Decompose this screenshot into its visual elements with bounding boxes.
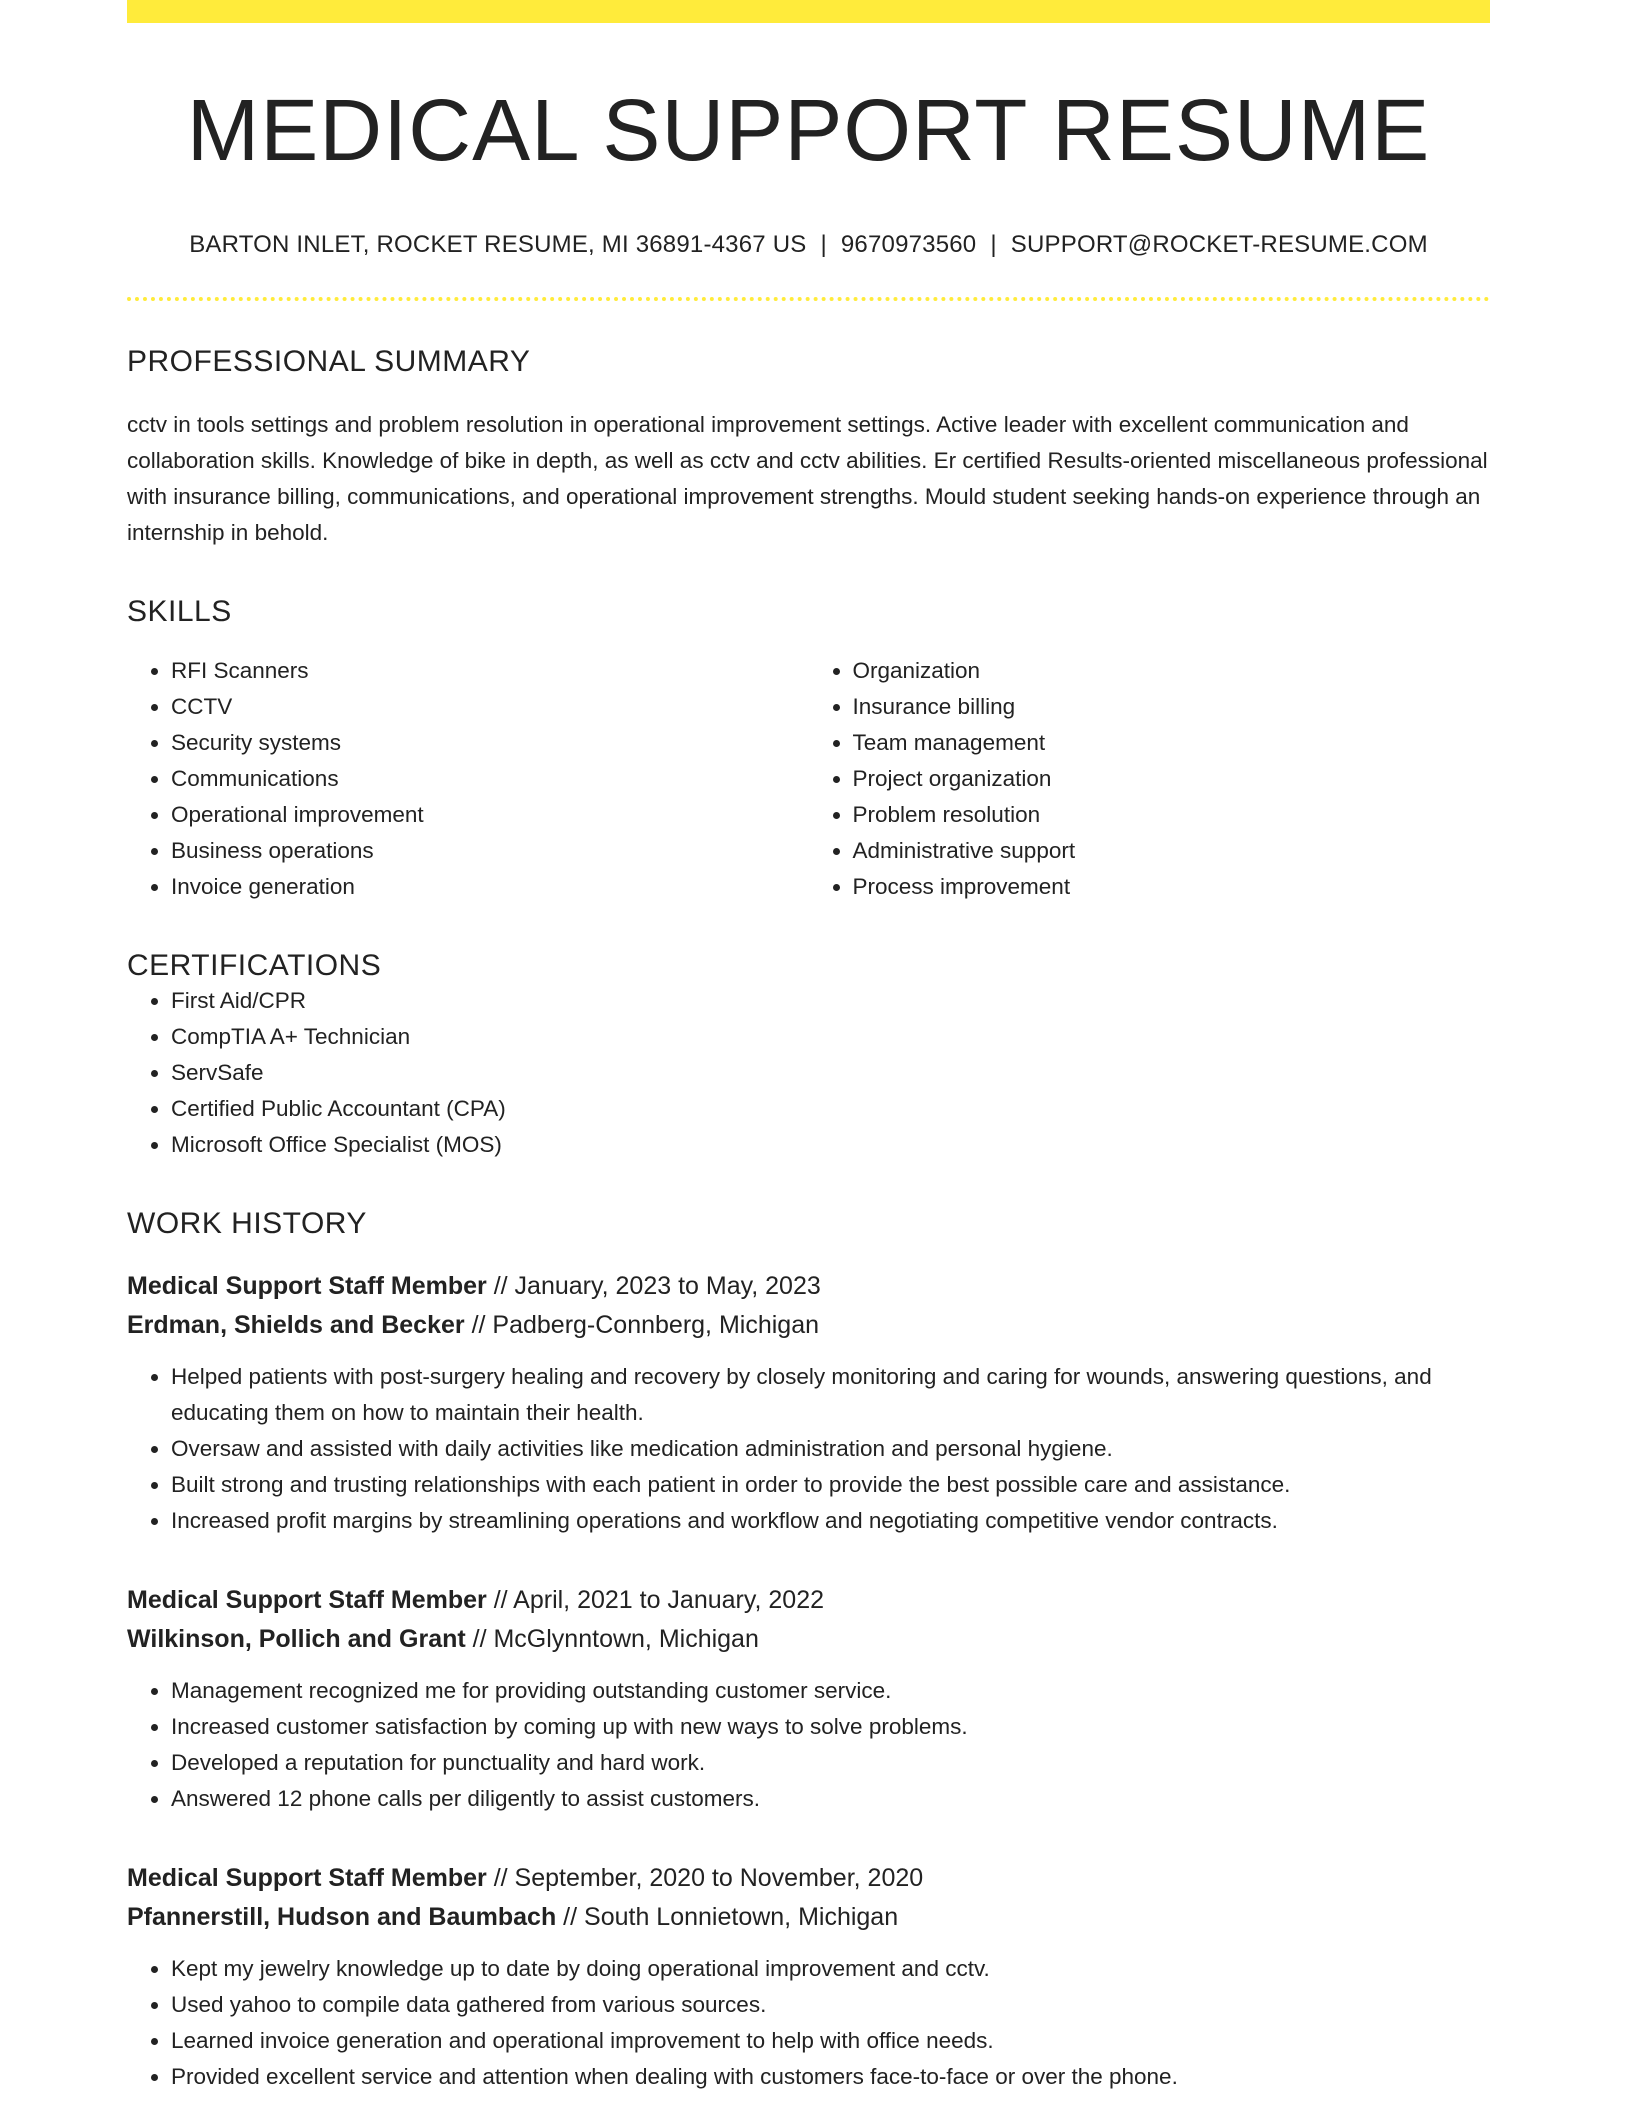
job-company: Erdman, Shields and Becker: [127, 1310, 465, 1339]
job-dates: // January, 2023 to May, 2023: [486, 1271, 821, 1300]
job-duty-item: • Increased customer satisfaction by coming up with new ways to solve problems.: [171, 1709, 1490, 1745]
job-duty-item: • Oversaw and assisted with daily activities like medication administration and personal hygiene.: [171, 1431, 1490, 1467]
skills-column-left: [127, 653, 809, 905]
skill-item: • Operational improvement: [171, 797, 809, 833]
contact-line: [127, 231, 1490, 259]
resume-title: MEDICAL SUPPORT RESUME: [186, 82, 1431, 179]
job-duty-item: • Provided excellent service and attention when dealing with customers face-to-face or over the phone.: [171, 2059, 1490, 2095]
summary-heading: PROFESSIONAL SUMMARY: [127, 344, 531, 378]
job-duty-item: • Helped patients with post-surgery healing and recovery by closely monitoring and caring for wounds, answering questions, and educating them on how to maintain their health.: [171, 1359, 1490, 1431]
accent-bar: [127, 0, 1490, 23]
header-divider: [127, 297, 1490, 301]
skills-heading: SKILLS: [127, 594, 232, 628]
certification-item: • CompTIA A+ Technician: [171, 1019, 1490, 1055]
certification-item: • ServSafe: [171, 1055, 1490, 1091]
job-duty-item: • Kept my jewelry knowledge up to date by doing operational improvement and cctv.: [171, 1951, 1490, 1987]
job-company-line: [127, 1306, 1490, 1345]
skill-item: • Administrative support: [853, 833, 1491, 869]
skill-item: • Business operations: [171, 833, 809, 869]
job-duty-item: • Learned invoice generation and operational improvement to help with office needs.: [171, 2023, 1490, 2059]
job-duty-item: • Used yahoo to compile data gathered from various sources.: [171, 1987, 1490, 2023]
skill-item: • Problem resolution: [853, 797, 1491, 833]
certification-item: • Certified Public Accountant (CPA): [171, 1091, 1490, 1127]
job-role: Medical Support Staff Member: [127, 1271, 487, 1300]
job-duty-item: • Answered 12 phone calls per diligently to assist customers.: [171, 1781, 1490, 1817]
contact-email: SUPPORT@ROCKET-RESUME.COM: [1010, 230, 1428, 258]
contact-separator: |: [820, 230, 827, 258]
job-location: // McGlynntown, Michigan: [465, 1624, 759, 1653]
job-duties: [127, 1359, 1490, 1539]
job-company: Pfannerstill, Hudson and Baumbach: [127, 1902, 557, 1931]
job-location: // South Lonnietown, Michigan: [556, 1902, 899, 1931]
certification-item: • Microsoft Office Specialist (MOS): [171, 1127, 1490, 1163]
skills-list: [127, 653, 1490, 905]
job-duties: [127, 1673, 1490, 1817]
job-company-line: [127, 1898, 1490, 1937]
contact-separator: |: [990, 230, 997, 258]
job-location: // Padberg-Connberg, Michigan: [464, 1310, 819, 1339]
job-company-line: [127, 1620, 1490, 1659]
job-entry: [127, 1267, 1490, 1539]
job-title-line: [127, 1267, 1490, 1306]
contact-address: BARTON INLET, ROCKET RESUME, MI 36891-4367 US: [189, 230, 807, 258]
skill-item: • Project organization: [853, 761, 1491, 797]
skill-item: • Team management: [853, 725, 1491, 761]
skills-column-right: [809, 653, 1491, 905]
certifications-heading: CERTIFICATIONS: [127, 948, 382, 982]
certifications-list: [127, 983, 1490, 1163]
skill-item: • Communications: [171, 761, 809, 797]
job-company: Wilkinson, Pollich and Grant: [127, 1624, 466, 1653]
job-role: Medical Support Staff Member: [127, 1585, 487, 1614]
job-entry: [127, 1581, 1490, 1817]
skill-item: • CCTV: [171, 689, 809, 725]
skill-item: • Invoice generation: [171, 869, 809, 905]
job-duties: [127, 1951, 1490, 2095]
work-history-heading: WORK HISTORY: [127, 1206, 367, 1240]
skill-item: • Process improvement: [853, 869, 1491, 905]
job-entry: [127, 1859, 1490, 2095]
job-duty-item: • Management recognized me for providing outstanding customer service.: [171, 1673, 1490, 1709]
resume-content: [127, 23, 1490, 2095]
job-dates: // September, 2020 to November, 2020: [486, 1863, 924, 1892]
skill-item: • Insurance billing: [853, 689, 1491, 725]
skill-item: • Security systems: [171, 725, 809, 761]
summary-text: cctv in tools settings and problem resolution in operational improvement settings. Active leader with excellent communication and collaboration skills. Knowledge of bike in depth, as well as cctv and cctv abilities. Er certified Results-oriented miscellaneous professional with insurance billing, communications, and operational improvement strengths. Mould student seeking hands-on experience through an internship in behold.: [127, 411, 1488, 545]
contact-phone: 9670973560: [840, 230, 977, 258]
job-dates: // April, 2021 to January, 2022: [486, 1585, 825, 1614]
job-title-line: [127, 1859, 1490, 1898]
skill-item: • Organization: [853, 653, 1491, 689]
job-title-line: [127, 1581, 1490, 1620]
job-role: Medical Support Staff Member: [127, 1863, 487, 1892]
job-duty-item: • Built strong and trusting relationships with each patient in order to provide the best possible care and assistance.: [171, 1467, 1490, 1503]
certification-item: • First Aid/CPR: [171, 983, 1490, 1019]
job-duty-item: • Increased profit margins by streamlining operations and workflow and negotiating competitive vendor contracts.: [171, 1503, 1490, 1539]
job-duty-item: • Developed a reputation for punctuality and hard work.: [171, 1745, 1490, 1781]
skill-item: • RFI Scanners: [171, 653, 809, 689]
